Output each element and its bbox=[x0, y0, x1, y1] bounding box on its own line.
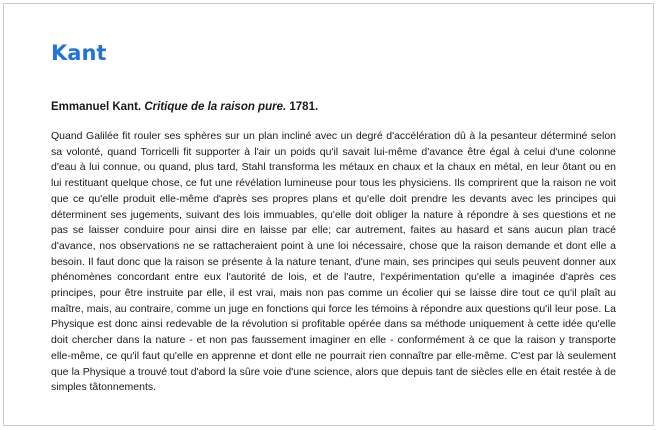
citation bbox=[51, 100, 318, 115]
page-title: Kant bbox=[51, 41, 107, 65]
citation-work: Critique de la raison pure. bbox=[144, 101, 287, 113]
citation-author: Emmanuel Kant. bbox=[51, 101, 142, 113]
citation-year: 1781. bbox=[289, 101, 319, 113]
document-page bbox=[3, 3, 654, 426]
quote-paragraph: Quand Galilée fit rouler ses sphères sur un plan incliné avec un degré d'accélération dû à la pesanteur déterminé selon sa volonté, quand Torricelli fit supporter à l'air un poids qu'il savait lui-même d'avance être égal à celui d'une colonne d'eau à lui connue, ou quand, plus tard, Stahl transforma les métaux en chaux et la chaux en métal, en leur ôtant ou en lui restituant quelque chose, ce fut une révélation lumineuse pour tous les physiciens. Ils comprirent que la raison ne voit que ce qu'elle produit elle-même d'après ses propres plans et qu'elle doit prendre les devants avec les principes qui déterminent ses jugements, suivant des lois immuables, qu'elle doit obliger la nature à répondre à ses questions et ne pas se laisser conduire pour ainsi dire en laisse par elle; car autrement, faites au hasard et sans aucun plan tracé d'avance, nos observations ne se rattacheraient point à une loi nécessaire, chose que la raison demande et dont elle a besoin. Il faut donc que la raison se présente à la nature tenant, d'une main, ses principes qui seuls peuvent donner aux phénomènes concordant entre eux l'autorité de lois, et de l'autre, l'expérimentation qu'elle a imaginée d'après ces principes, pour être instruite par elle, il est vrai, mais non pas comme un écolier qui se laisse dire tout ce qu'il plaît au maître, mais, au contraire, comme un juge en fonctions qui force les témoins à répondre aux questions qu'il leur pose. La Physique est donc ainsi redevable de la révolution si profitable opérée dans sa méthode uniquement à cette idée qu'elle doit chercher dans la nature - et non pas faussement imaginer en elle - conformément à ce que la raison y transporte elle-même, ce qu'il faut qu'elle en apprenne et dont elle ne pourrait rien connaître par elle-même. C'est par là seulement que la Physique a trouvé tout d'abord la sûre voie d'une science, alors que depuis tant de siècles elle en était restée à de simples tâtonnements. bbox=[51, 130, 616, 394]
